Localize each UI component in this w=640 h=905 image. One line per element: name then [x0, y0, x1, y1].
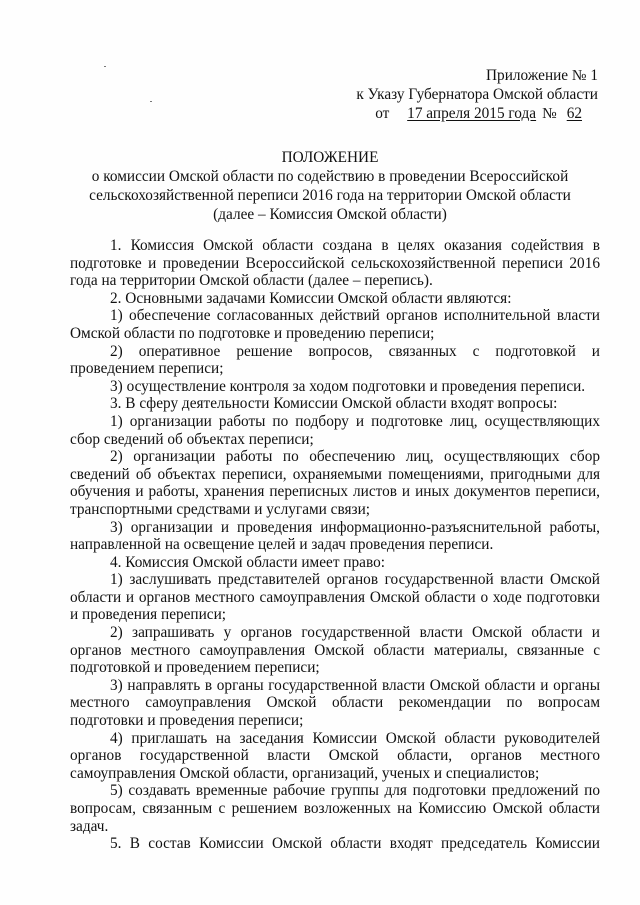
paragraph: 3) направлять в органы государственной власти Омской области и органы местного самоуправления Омской области рекомендации по вопросам подготовки и проведения переписи; [70, 676, 600, 730]
heading-line: сельскохозяйственной переписи 2016 года на территории Омской области [89, 187, 571, 204]
document-title: ПОЛОЖЕНИЕ [281, 149, 379, 166]
paragraph: 2) организации работы по обеспечению лиц, осуществляющих сбор сведений об объектах переписи, охраняемыми помещениями, пригодными для обучения и работы, хранения переписных листов и иных документов переписи, транспортными средствами и услугами связи; [70, 448, 600, 518]
heading-line: (далее – Комиссия Омской области) [213, 206, 447, 223]
appendix-subtitle: к Указу Губернатора Омской области [356, 86, 598, 103]
document-body [70, 237, 600, 853]
scan-speck [104, 66, 106, 67]
paragraph: 1. Комиссия Омской области создана в целях оказания содействия в подготовке и проведении Всероссийской сельскохозяйственной переписи 2016 года на территории Омской области (далее – перепись). [70, 237, 600, 290]
appendix-from: от [375, 105, 390, 122]
paragraph: 2) запрашивать у органов государственной власти Омской области и органов местного самоуправления Омской области материалы, связанные с подготовкой и проведением переписи; [70, 624, 600, 677]
paragraph: 4) приглашать на заседания Комиссии Омской области руководителей органов государственной власти Омской области, органов местного самоуправления Омской области, организаций, ученых и специалистов; [70, 729, 600, 782]
appendix-block [356, 66, 598, 123]
paragraph: 3) организации и проведения информационно-разъяснительной работы, направленной на освещение целей и задач проведения переписи. [70, 518, 600, 554]
paragraph: 2) оперативное решение вопросов, связанных с подготовкой и проведением переписи; [70, 342, 600, 378]
paragraph: 3) осуществление контроля за ходом подготовки и проведения переписи. [110, 377, 586, 395]
paragraph: 4. Комиссия Омской области имеет право: [110, 553, 385, 571]
paragraph: 1) заслушивать представителей органов государственной власти Омской области и органов местного самоуправления Омской области о ходе подготовки и проведения переписи; [70, 571, 600, 624]
document-heading [60, 148, 600, 224]
appendix-date-line [356, 104, 598, 123]
appendix-number-sign: № [542, 105, 557, 122]
paragraph: 5. В состав Комиссии Омской области входят председатель Комиссии [110, 835, 600, 853]
scan-speck [150, 101, 152, 102]
paragraph: 1) обеспечение согласованных действий органов исполнительной власти Омской области по подготовке и проведению переписи; [70, 307, 600, 342]
paragraph: 1) организации работы по подбору и подготовке лиц, осуществляющих сбор сведений об объектах переписи; [70, 412, 600, 448]
paragraph: 5) создавать временные рабочие группы для подготовки предложений по вопросам, связанным с решением возложенных на Комиссию Омской области задач. [70, 782, 600, 835]
heading-line: о комиссии Омской области по содействию в проведении Всероссийской [91, 168, 569, 185]
appendix-date: 17 апреля 2015 года [407, 105, 537, 122]
appendix-title: Приложение № 1 [486, 67, 598, 84]
paragraph: 3. В сферу деятельности Комиссии Омской области входят вопросы: [110, 395, 558, 413]
paragraph: 2. Основными задачами Комиссии Омской области являются: [110, 289, 512, 307]
appendix-number: 62 [566, 105, 582, 122]
